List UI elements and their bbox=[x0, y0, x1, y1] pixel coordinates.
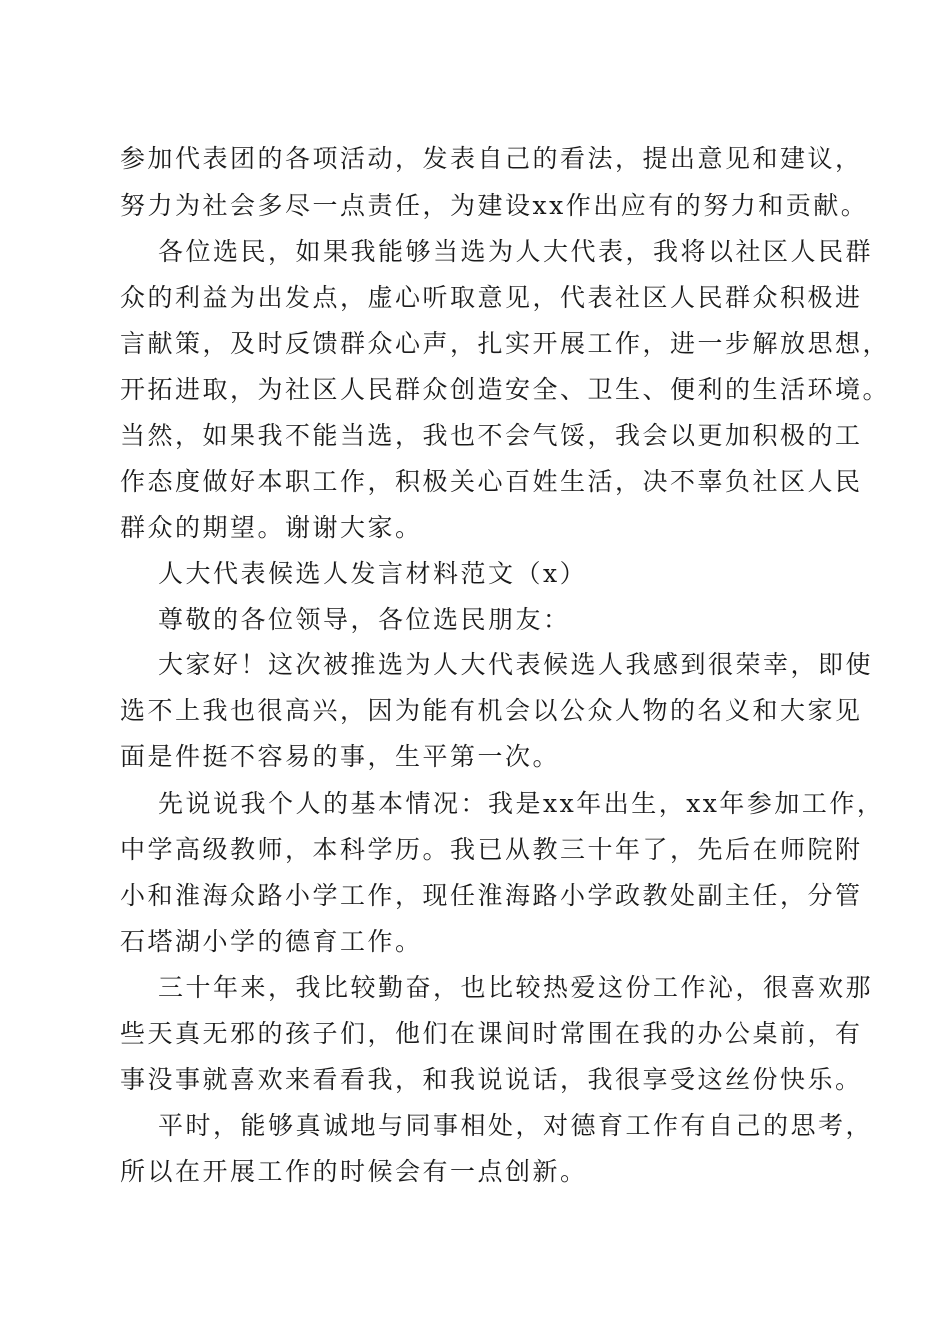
text-line: 参加代表团的各项活动，发表自己的看法，提出意见和建议， bbox=[120, 144, 863, 173]
text-line: 石塔湖小学的德育工作。 bbox=[120, 927, 423, 956]
section-title: 人大代表候选人发言材料范文（x） bbox=[158, 559, 588, 588]
text-line: 群众的期望。谢谢大家。 bbox=[120, 513, 423, 542]
text-line: 开拓进取，为社区人民群众创造安全、卫生、便利的生活环境。 bbox=[120, 375, 891, 404]
text-line: 小和淮海众路小学工作，现任淮海路小学政教处副主任，分管 bbox=[120, 881, 863, 910]
text-line: 大家好！这次被推选为人大代表候选人我感到很荣幸，即使 bbox=[158, 650, 874, 679]
text-line: 各位选民，如果我能够当选为人大代表，我将以社区人民群 bbox=[158, 237, 874, 266]
text-line: 作态度做好本职工作，积极关心百姓生活，决不辜负社区人民 bbox=[120, 467, 863, 496]
text-line: 先说说我个人的基本情况：我是xx年出生，xx年参加工作， bbox=[158, 789, 885, 818]
text-line: 些天真无邪的孩子们，他们在课间时常围在我的办公桌前，有 bbox=[120, 1019, 863, 1048]
text-line: 三十年来，我比较勤奋，也比较热爱这份工作沁，很喜欢那 bbox=[158, 973, 874, 1002]
text-line: 众的利益为出发点，虚心听取意见，代表社区人民群众积极进 bbox=[120, 283, 863, 312]
text-line: 当然，如果我不能当选，我也不会气馁，我会以更加积极的工 bbox=[120, 421, 863, 450]
text-line: 事没事就喜欢来看看我，和我说说话，我很享受这丝份快乐。 bbox=[120, 1065, 863, 1094]
text-line: 言献策，及时反馈群众心声，扎实开展工作，进一步解放思想， bbox=[120, 329, 891, 358]
text-line: 中学高级教师，本科学历。我已从教三十年了，先后在师院附 bbox=[120, 835, 863, 864]
text-line: 选不上我也很高兴，因为能有机会以公众人物的名义和大家见 bbox=[120, 696, 863, 725]
text-line: 努力为社会多尽一点责任，为建设xx作出应有的努力和贡献。 bbox=[120, 191, 869, 220]
text-line: 平时，能够真诚地与同事相处，对德育工作有自己的思考， bbox=[158, 1111, 874, 1140]
salutation: 尊敬的各位领导，各位选民朋友： bbox=[158, 605, 571, 634]
text-line: 所以在开展工作的时候会有一点创新。 bbox=[120, 1157, 588, 1186]
text-line: 面是件挺不容易的事，生平第一次。 bbox=[120, 742, 561, 771]
